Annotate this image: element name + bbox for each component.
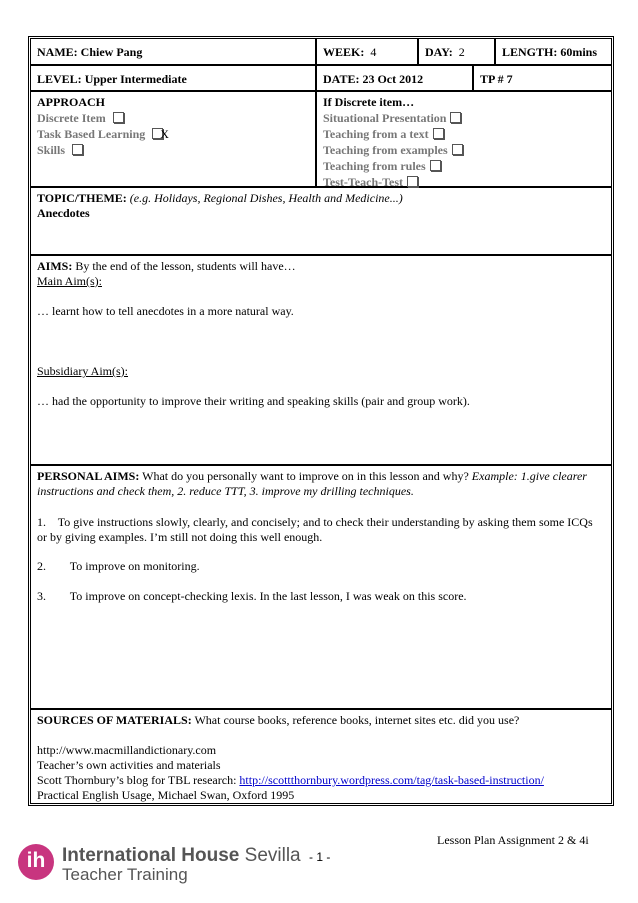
topic-label: TOPIC/THEME: <box>37 191 127 205</box>
approach-title: APPROACH <box>37 95 105 109</box>
approach-item-label: Task Based Learning <box>37 127 146 141</box>
aims-section <box>37 259 605 289</box>
discrete-item-label: Situational Presentation <box>323 111 447 125</box>
aims-intro: By the end of the lesson, students will have… <box>75 259 296 273</box>
length-cell <box>494 39 611 64</box>
level-value: Upper Intermediate <box>84 72 187 86</box>
header-row-1 <box>31 39 611 66</box>
aims-label: AIMS: <box>37 259 73 273</box>
level-cell <box>31 66 315 90</box>
date-cell <box>315 66 472 90</box>
personal-aims-question: What do you personally want to improve on in this lesson and why? <box>142 469 469 483</box>
subsidiary-aim-text: … had the opportunity to improve their writing and speaking skills (pair and group work). <box>37 394 470 408</box>
personal-aims-label: PERSONAL AIMS: <box>37 469 140 483</box>
personal-aim-item <box>37 515 605 545</box>
main-aim-label: Main Aim(s): <box>37 274 102 288</box>
checkbox-icon[interactable] <box>72 144 83 155</box>
sources-list <box>37 743 605 803</box>
week-cell <box>315 39 417 64</box>
week-value: 4 <box>370 45 377 59</box>
sources-row <box>31 710 611 803</box>
topic-section <box>37 191 605 221</box>
topic-value: Anecdotes <box>37 206 90 220</box>
discrete-cell <box>315 92 611 189</box>
ih-logo-title <box>62 845 301 867</box>
checkbox-icon[interactable] <box>450 112 461 123</box>
source-item: Practical English Usage, Michael Swan, Oxford 1995 <box>37 788 295 802</box>
topic-hint: (e.g. Holidays, Regional Dishes, Health and Medicine...) <box>129 191 403 205</box>
day-value: 2 <box>458 45 465 59</box>
ih-logo-city: Sevilla <box>244 845 301 866</box>
approach-cell <box>31 92 315 186</box>
personal-aims-row <box>31 466 611 710</box>
personal-aim-text: To give instructions slowly, clearly, and concisely; and to check their understanding by asking them some ICQs or by giving examples. I’m still not doing this well enough. <box>37 515 593 544</box>
length-label: LENGTH: <box>502 45 558 59</box>
approach-item <box>37 142 309 158</box>
aims-row <box>31 256 611 466</box>
source-link[interactable]: http://scottthornbury.wordpress.com/tag/task-based-instruction/ <box>239 773 544 787</box>
checkbox-icon[interactable] <box>113 112 124 123</box>
approach-item-label: Discrete Item <box>37 111 106 125</box>
sources-header <box>37 713 605 728</box>
page-number: - 1 - <box>309 850 331 864</box>
personal-aim-item <box>37 559 605 574</box>
header-row-2 <box>31 66 611 92</box>
sources-question: What course books, reference books, internet sites etc. did you use? <box>194 713 520 727</box>
approach-item-label: Skills <box>37 143 66 157</box>
name-cell <box>31 39 315 64</box>
length-value: 60mins <box>560 45 598 59</box>
source-item <box>37 773 605 788</box>
personal-aim-text: To improve on monitoring. <box>69 559 200 573</box>
personal-aim-item <box>37 589 605 604</box>
tp-cell <box>472 66 611 90</box>
discrete-item <box>323 158 605 174</box>
checkbox-mark: X <box>160 127 169 141</box>
personal-aim-number: 3. <box>37 589 46 603</box>
discrete-item <box>323 126 605 142</box>
discrete-title: If Discrete item… <box>323 95 415 109</box>
discrete-item-label: Teaching from examples <box>323 143 448 157</box>
discrete-item-label: Teaching from a text <box>323 127 429 141</box>
ih-logo-mark: ih <box>18 844 54 880</box>
tp-label: TP # <box>480 72 504 86</box>
day-cell <box>417 39 494 64</box>
assignment-note: Lesson Plan Assignment 2 & 4i <box>437 833 589 847</box>
approach-item <box>37 110 309 126</box>
personal-aims-example: Example: 1.give clearer instructions and check them, 2. reduce TTT, 3. improve my drilling techniques. <box>37 469 587 498</box>
level-label: LEVEL: <box>37 72 82 86</box>
source-item-text: Scott Thornbury’s blog for TBL research: <box>37 773 237 787</box>
tp-value: 7 <box>506 72 513 86</box>
week-label: WEEK: <box>323 45 365 59</box>
source-item: http://www.macmillandictionary.com <box>37 743 217 757</box>
personal-aims-header <box>37 469 605 499</box>
discrete-item <box>323 110 605 126</box>
subsidiary-aim-label-text: Subsidiary Aim(s): <box>37 364 129 378</box>
personal-aim-number: 1. <box>37 515 46 529</box>
discrete-item-label: Test-Teach-Test <box>323 175 404 189</box>
approach-row <box>31 92 611 188</box>
name-value: Chiew Pang <box>80 45 143 59</box>
topic-row <box>31 188 611 256</box>
main-aim-text: … learnt how to tell anecdotes in a more natural way. <box>37 304 294 318</box>
sources-label: SOURCES OF MATERIALS: <box>37 713 192 727</box>
name-label: NAME: <box>37 45 78 59</box>
subsidiary-aim-label <box>37 364 605 379</box>
checkbox-icon[interactable] <box>430 160 441 171</box>
date-value: 23 Oct 2012 <box>362 72 424 86</box>
personal-aim-number: 2. <box>37 559 46 573</box>
ih-logo <box>18 838 318 888</box>
checkbox-icon[interactable] <box>452 144 463 155</box>
source-item: Teacher’s own activities and materials <box>37 758 221 772</box>
checkbox-icon[interactable] <box>407 176 418 187</box>
discrete-item <box>323 142 605 158</box>
ih-logo-brand: International House <box>62 845 240 866</box>
checkbox-icon[interactable] <box>433 128 444 139</box>
date-label: DATE: <box>323 72 360 86</box>
approach-item <box>37 126 309 142</box>
discrete-item-label: Teaching from rules <box>323 159 426 173</box>
ih-logo-subtitle: Teacher Training <box>62 865 188 884</box>
day-label: DAY: <box>425 45 453 59</box>
lesson-plan-form <box>28 36 614 806</box>
personal-aim-text: To improve on concept-checking lexis. In the last lesson, I was weak on this score. <box>69 589 467 603</box>
